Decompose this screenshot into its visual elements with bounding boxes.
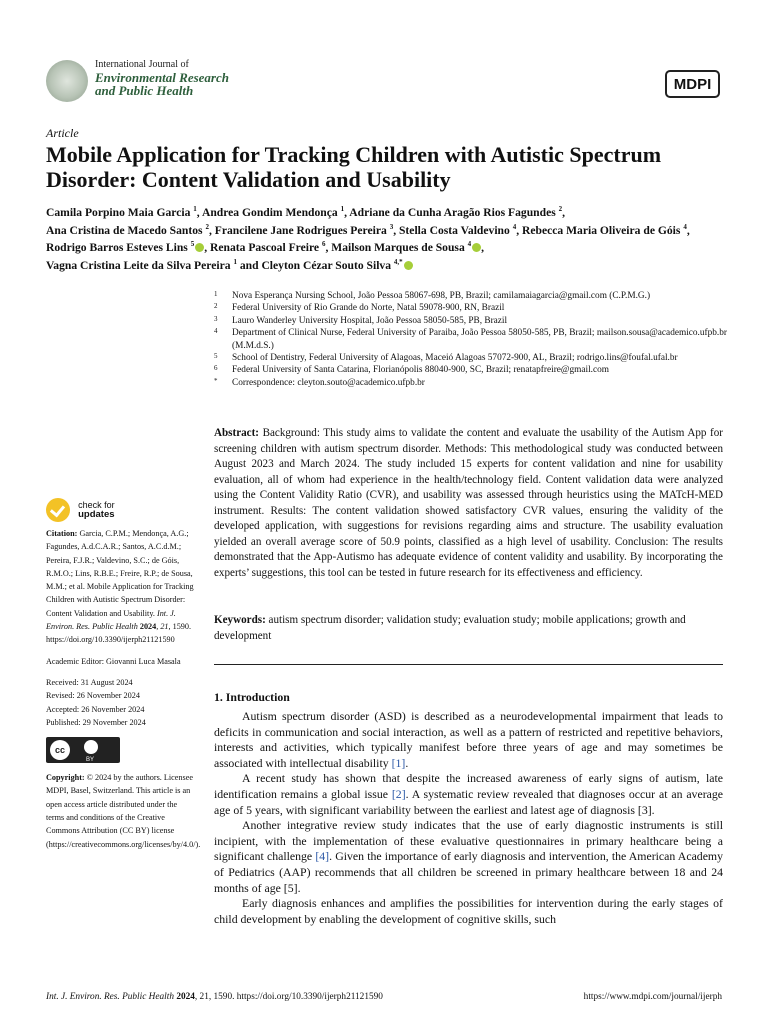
paragraph-text: Autism spectrum disorder (ASD) is described as a neurodevelopmental impairment that leads to deficits in communication and social interaction, as well as a pattern of restricted and repetitive behaviors, interests and activities, which typically manifest before three years of age and may sometimes be associated with intellectual disability [214, 709, 723, 770]
journal-logo [46, 60, 88, 102]
abstract-text: Background: This study aims to validate the content and evaluate the usability of the Autism App for screening children with autism spectrum disorder. Methods: This methodological study was conducted between August 2023 and March 2024. The study included 15 experts for content validation and nine for usability evaluation, all of whom had experience in the health/technology field. Content validation data were analyzed using the Content Validity Ratio (CVR), and usability was assessed through heuristics using the MATcH-MED instrument. Results: The content validation showed satisfactory CVR values, ensuring the validity of the developed application, with suggestions for revisions regarding aims and structure. The usability evaluation yielded an overall average score of 50.9 points, classified as a high level of usability. Conclusion: The results demonstrated that the App-Autismo has adequate evidence of content validity and usability. By incorporating the experts’ suggestions, this tool can be tested in future research for its effectiveness and efficiency. [214, 427, 723, 579]
dates-block [46, 676, 194, 729]
affiliation-number: 2 [214, 302, 218, 311]
affiliation-text: Correspondence: cleyton.souto@academico.ufpb.br [232, 377, 425, 388]
paragraph-text: [3] [637, 802, 652, 817]
author-list: Camila Porpino Maia Garcia $^1$, Andrea Gondim Mendonça $^1$, Adriane da Cunha Aragão Rios Fagundes $^2$, Ana Cristina de Macedo Santos $^2$, Francilene Jane Rodrigues Pereira $^3$, Stella Costa Valdevino $^4$, Rebecca Maria Oliveira de Góis $^4$, Rodrigo Barros Esteves Lins $^5$ , Renata Pascoal Freire $^6$, Mailson Marques de Sousa $^4$ , Vagna Cristina Leite da Silva Pereira $^1$ and Cleyton Cézar Souto Silva $^{4,*}$ [46, 205, 690, 272]
affiliation-text: Federal University of Rio Grande do Norte, Natal 59078-900, RN, Brazil [232, 303, 505, 314]
author-affiliation-number: 4,* [393, 257, 403, 266]
article-title: Mobile Application for Tracking Children with Autistic Spectrum Disorder: Content Validation and Usability [46, 142, 662, 192]
citation-label: Citation: [46, 529, 78, 538]
footer-citation [46, 992, 383, 1002]
keywords-label: Keywords: [214, 614, 266, 626]
citation-journal: Int. J. Environ. Res. Public Health [46, 608, 176, 632]
affiliation-number: 6 [214, 364, 218, 373]
affiliation-number: 1 [214, 290, 218, 298]
journal-name-line3: and Public Health [95, 83, 194, 98]
author-name: Mailson Marques de Sousa [331, 241, 465, 254]
section-heading: 1. Introduction [214, 690, 290, 704]
paragraph-text: Early diagnosis enhances and amplifies the possibilities for intervention during the early stages of child development by enabling the development of cognitive skills, such [214, 896, 723, 926]
author-affiliation-number: 2 [205, 222, 209, 231]
revised-date: Revised: 26 November 2024 [46, 691, 140, 701]
affiliation-text: Nova Esperança Nursing School, João Pessoa 58067-698, PB, Brazil; camilamaiagarcia@gmail.com (C.P.M.G.) [232, 291, 651, 301]
paragraph-text: [5] [283, 880, 298, 895]
author-affiliation-number: 3 [389, 222, 394, 231]
author-name: Rodrigo Barros Esteves Lins [46, 241, 188, 254]
journal-name-line1: International Journal of [95, 59, 189, 70]
check-updates-icon [46, 498, 70, 522]
author-affiliation-number: 4 [467, 240, 472, 249]
by-label: BY [86, 757, 95, 764]
received-date: Received: 31 August 2024 [46, 677, 133, 687]
author-affiliation-number: 1 [340, 205, 345, 214]
citation-text: Garcia, C.P.M.; Mendonça, A.G.; Fagundes, A.d.C.A.R.; Santos, A.C.d.M.; Pereira, F.J.R.; Valdevino, S.C.; de Góis, R.M.O.; Lins, R.B.E.; Freire, R.P.; de Sousa, M.M.; et al. Mobile Application for Tracking Children with Autistic Spectrum Disorder: Content Validation and Usability. [46, 529, 194, 618]
author-affiliation-number: 1 [233, 257, 237, 266]
orcid-icon[interactable] [195, 243, 204, 252]
affiliation-text: Department of Clinical Nurse, Federal University of Paraiba, João Pessoa 58050-585, PB, Brazil; mailson.sousa@academico.ufpb.br (M.M.d.S.) [232, 328, 727, 351]
orcid-icon[interactable] [404, 261, 413, 270]
intro-paragraph [214, 709, 723, 771]
author-name: Andrea Gondim Mendonça [201, 206, 338, 219]
paragraph-text: . A systematic review revealed that diagnoses occur at an average age of 5 years, with significant variability between the earliest and latest age of diagnosis [214, 786, 723, 817]
orcid-icon[interactable] [472, 243, 481, 252]
reference-link[interactable]: [1] [391, 755, 406, 770]
paragraph-text: . [297, 880, 301, 895]
paragraph-text: . [405, 755, 409, 770]
accepted-date: Accepted: 26 November 2024 [46, 704, 145, 714]
intro-paragraph [214, 818, 723, 896]
intro-paragraph [214, 896, 723, 927]
check-updates-line1: check for [78, 500, 115, 510]
intro-paragraph [214, 771, 723, 818]
footer-year: 2024 [176, 992, 195, 1002]
author-name: Adriane da Cunha Aragão Rios Fagundes [349, 206, 556, 219]
article-type: Article [46, 126, 79, 140]
affiliation-item [214, 302, 734, 314]
published-date: Published: 29 November 2024 [46, 717, 146, 727]
citation-year: 2024 [139, 622, 157, 632]
publisher-logo[interactable]: MDPI [665, 70, 720, 98]
paragraph-text: . [651, 802, 655, 817]
footer-doi[interactable]: , 21, 1590. https://doi.org/10.3390/ijerph21121590 [194, 992, 383, 1002]
author-name: Renata Pascoal Freire [210, 241, 320, 254]
section-divider [214, 664, 723, 665]
keywords [214, 613, 723, 644]
paragraph-text: . Given the importance of early diagnosis and intervention, the American Academy of Pediatrics (AAP) recommends that all children be screened in primary healthcare between 18 and 24 months of age [214, 849, 724, 895]
affiliation-item [214, 290, 734, 302]
keywords-text: autism spectrum disorder; validation study; evaluation study; mobile applications; growth and development [214, 614, 686, 642]
citation-doi[interactable]: , 1590. https://doi.org/10.3390/ijerph21121590 [46, 622, 192, 645]
introduction-body [214, 709, 723, 927]
affiliations [214, 290, 734, 389]
author-affiliation-number: 4 [683, 222, 687, 231]
abstract-label: Abstract: [214, 427, 259, 439]
affiliation-number: * [214, 376, 218, 385]
affiliation-text: Lauro Wanderley University Hospital, João Pessoa 58050-585, PB, Brazil [232, 315, 508, 326]
paragraph-text: Another integrative review study indicates that the use of early diagnostic instruments is still incipient, with the implementation of these evaluative questionnaires in primary healthcare being a significant challenge [214, 818, 723, 864]
author-affiliation-number: 1 [193, 205, 197, 214]
affiliation-number: 5 [214, 352, 218, 361]
footer-journal: Int. J. Environ. Res. Public Health [46, 992, 174, 1002]
author-name: Francilene Jane Rodrigues Pereira [214, 223, 387, 237]
copyright-text: © 2024 by the authors. Licensee MDPI, Basel, Switzerland. This article is an open access article distributed under the terms and conditions of the Creative Commons Attribution (CC BY) license (https://creativecommons.org/licenses/by/4.0/). [46, 773, 201, 849]
author-name: Cleyton Cézar Souto Silva [261, 258, 392, 272]
check-updates-line2: updates [78, 509, 115, 520]
affiliation-text: School of Dentistry, Federal University of Alagoas, Maceió Alagoas 57072-900, AL, Brazil; rodrigo.lins@foufal.ufal.br [232, 353, 678, 364]
sidebar-metadata [46, 527, 201, 859]
author-affiliation-number: 5 [190, 240, 195, 249]
by-person-icon [84, 740, 98, 754]
affiliation-text: Federal University of Santa Catarina, Florianópolis 88040-900, SC, Brazil; renatapfreire@gmail.com [232, 365, 609, 376]
author-name: Rebecca Maria Oliveira de Góis [522, 223, 681, 237]
affiliation-number: 4 [214, 327, 218, 336]
author-name: Stella Costa Valdevino [398, 223, 510, 237]
citation-volume: 21 [160, 622, 169, 632]
paragraph-text: A recent study has shown that despite the increased awareness of early signs of autism, late identification remains a global issue [214, 771, 723, 801]
cc-by-license-icon[interactable] [46, 737, 120, 763]
abstract [214, 426, 723, 581]
check-for-updates-badge[interactable] [46, 498, 115, 522]
copyright-label: Copyright: [46, 773, 85, 783]
copyright-block [46, 771, 201, 851]
author-affiliation-number: 6 [321, 240, 326, 249]
citation-block: Citation: Garcia, C.P.M.; Mendonça, A.G.; Fagundes, A.d.C.A.R.; Santos, A.C.d.M.; Pereira, F.J.R.; Valdevino, S.C.; de Góis, R.M.O.; Lins, R.B.E.; Freire, R.P.; de Sousa, M.M.; et al. Mobile Application for Tracking Children with Autistic Spectrum Disorder: Content Validation and Usability. Int. J. Environ. Res. Public Health 2024, 21, 1590. https://doi.org/10.3390/ijerph21121590 [46, 529, 194, 645]
author-name: Camila Porpino Maia Garcia [46, 206, 191, 219]
affiliation-item [214, 364, 734, 376]
author-affiliation-number: 2 [558, 205, 563, 214]
academic-editor: Academic Editor: Giovanni Luca Masala [46, 656, 181, 666]
journal-name[interactable] [95, 58, 229, 97]
affiliation-item [214, 327, 734, 352]
affiliation-number: 3 [214, 314, 218, 323]
affiliation-item [214, 352, 734, 364]
author-affiliation-number: 4 [512, 222, 517, 231]
author-name: Vagna Cristina Leite da Silva Pereira [46, 258, 231, 272]
affiliation-item [214, 315, 734, 327]
reference-link[interactable]: [4] [315, 849, 330, 864]
affiliation-item [214, 377, 734, 389]
footer-journal-url[interactable]: https://www.mdpi.com/journal/ijerph [583, 992, 722, 1002]
reference-link[interactable]: [2] [391, 786, 406, 801]
author-name: Ana Cristina de Macedo Santos [46, 223, 203, 237]
cc-label: cc [50, 740, 70, 760]
journal-name-line2: Environmental Research [95, 70, 229, 85]
